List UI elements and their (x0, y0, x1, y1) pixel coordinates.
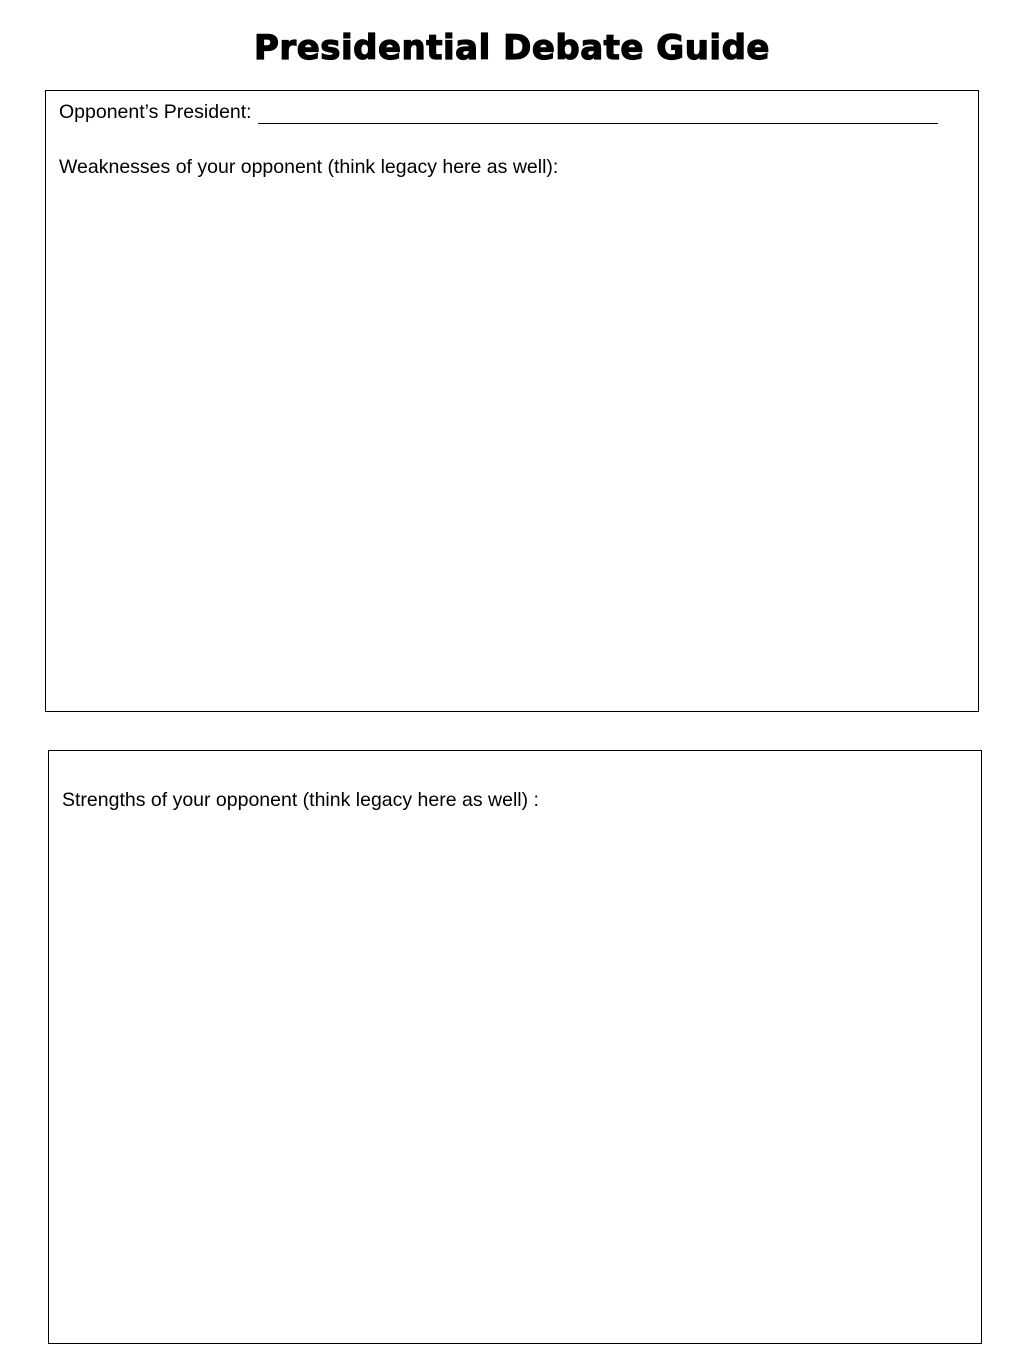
weaknesses-label: Weaknesses of your opponent (think legacy here as well): (59, 156, 559, 178)
strengths-box (48, 750, 982, 1344)
weaknesses-write-area[interactable] (56, 187, 968, 701)
weaknesses-box (45, 90, 979, 712)
opponent-president-input[interactable] (258, 103, 938, 124)
strengths-write-area[interactable] (59, 821, 971, 1333)
strengths-label: Strengths of your opponent (think legacy here as well) : (62, 789, 539, 811)
page-title: Presidential Debate Guide (254, 28, 770, 68)
opponent-president-row (59, 100, 938, 124)
opponent-president-label: Opponent’s President: (59, 101, 252, 123)
